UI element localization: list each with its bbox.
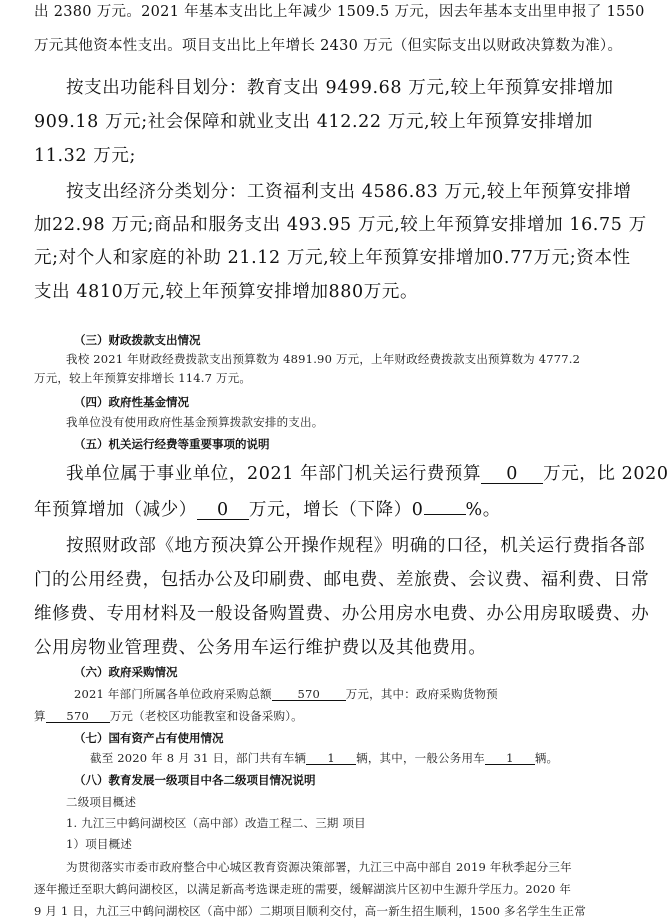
running-cost-budget-value: 0	[481, 465, 543, 484]
section-3-line-2: 万元，较上年预算安排增长 114.7 万元。	[34, 371, 252, 385]
section-7-heading: （七）国有资产占有使用情况	[74, 731, 224, 745]
definition-line-4: 公用房物业管理费、公务用车运行维护费以及其他费用。	[34, 638, 487, 658]
functional-line-1: 按支出功能科目划分：教育支出 9499.68 万元,较上年预算安排增加	[66, 78, 614, 98]
procurement-line-2	[34, 708, 303, 724]
running-cost-change-value: 0	[197, 501, 249, 520]
procurement-text-a: 2021 年部门所属各单位政府采购总额	[74, 687, 272, 701]
definition-line-2: 门的公用经费，包括办公及印刷费、邮电费、差旅费、会议费、福利费、日常	[34, 570, 650, 590]
running-cost-text-e: %。	[465, 500, 501, 520]
assets-line-1	[90, 750, 558, 766]
continuation-line-2: 万元其他资本性支出。项目支出比上年增长 2430 万元（但实际支出以财政决算数为准）。	[34, 38, 623, 54]
vehicles-total-value: 1	[306, 752, 356, 765]
procurement-text-c: 算	[34, 709, 46, 723]
continuation-line-1: 出 2380 万元。2021 年基本支出比上年减少 1509.5 万元，因去年基本支出里申报了 1550	[34, 4, 645, 20]
procurement-text-b: 万元，其中：政府采购货物预	[345, 687, 498, 701]
section-4-heading: （四）政府性基金情况	[74, 395, 189, 409]
assets-text-c: 辆。	[534, 751, 559, 765]
running-cost-percent-blank	[424, 514, 466, 515]
economic-line-2: 加22.98 万元;商品和服务支出 493.95 万元,较上年预算安排增加 16.75 万	[34, 215, 647, 235]
definition-line-1: 按照财政部《地方预决算公开操作规程》明确的口径，机关运行费指各部	[66, 536, 646, 556]
project-para-line-3: 9 月 1 日，九江三中鹤问湖校区（高中部）二期项目顺利交付，高一新生招生顺利，1500 多名学生生正常	[34, 904, 586, 918]
running-cost-text-a: 我单位属于事业单位，2021 年部门机关运行费预算	[66, 464, 482, 484]
assets-text-b: 辆，其中，一般公务用车	[356, 751, 485, 765]
assets-text-a: 截至 2020 年 8 月 31 日，部门共有车辆	[90, 751, 307, 765]
running-cost-text-d: 万元，增长（下降）0	[248, 500, 424, 520]
section-3-line-1: 我校 2021 年财政经费拨款支出预算数为 4891.90 万元，上年财政经费拨款支出预算数为 4777.2	[66, 352, 581, 366]
project-item-1-sub: 1）项目概述	[66, 837, 133, 851]
economic-line-3: 元;对个人和家庭的补助 21.12 万元,较上年预算安排增加0.77万元;资本性	[34, 248, 631, 268]
project-overview-label: 二级项目概述	[66, 795, 137, 809]
section-6-heading: （六）政府采购情况	[74, 665, 178, 679]
running-cost-text-c: 年预算增加（减少）	[34, 500, 197, 520]
economic-line-1: 按支出经济分类划分：工资福利支出 4586.83 万元,较上年预算安排增	[66, 182, 632, 202]
economic-line-4: 支出 4810万元,较上年预算安排增加880万元。	[34, 282, 419, 302]
section-4-line-1: 我单位没有使用政府性基金预算拨款安排的支出。	[66, 415, 324, 429]
functional-line-3: 11.32 万元;	[34, 146, 136, 166]
official-vehicles-value: 1	[485, 752, 535, 765]
project-item-1: 1. 九江三中鹤问湖校区（高中部）改造工程二、三期 项目	[66, 816, 366, 830]
procurement-goods-value: 570	[46, 710, 110, 723]
functional-line-2: 909.18 万元;社会保障和就业支出 412.22 万元,较上年预算安排增加	[34, 112, 594, 132]
procurement-line-1	[74, 686, 498, 702]
section-8-heading: （八）教育发展一级项目中各二级项目情况说明	[74, 773, 316, 787]
procurement-total-value: 570	[272, 688, 346, 701]
project-para-line-1: 为贯彻落实市委市政府整合中心城区教育资源决策部署，九江三中高中部自 2019 年秋季起分三年	[66, 860, 572, 874]
section-5-heading: （五）机关运行经费等重要事项的说明	[74, 437, 270, 451]
project-para-line-2: 逐年搬迁至职大鹤问湖校区，以满足新高考选课走班的需要，缓解湖滨片区初中生源升学压力。2020 年	[34, 882, 572, 896]
section-3-heading: （三）财政拨款支出情况	[74, 333, 201, 347]
running-cost-text-b: 万元，比 2020	[543, 464, 669, 484]
running-cost-line-1	[66, 460, 669, 485]
running-cost-line-2	[34, 496, 501, 521]
procurement-text-d: 万元（老校区功能教室和设备采购）。	[109, 709, 303, 723]
definition-line-3: 维修费、专用材料及一般设备购置费、办公用房水电费、办公用房取暖费、办	[34, 604, 650, 624]
